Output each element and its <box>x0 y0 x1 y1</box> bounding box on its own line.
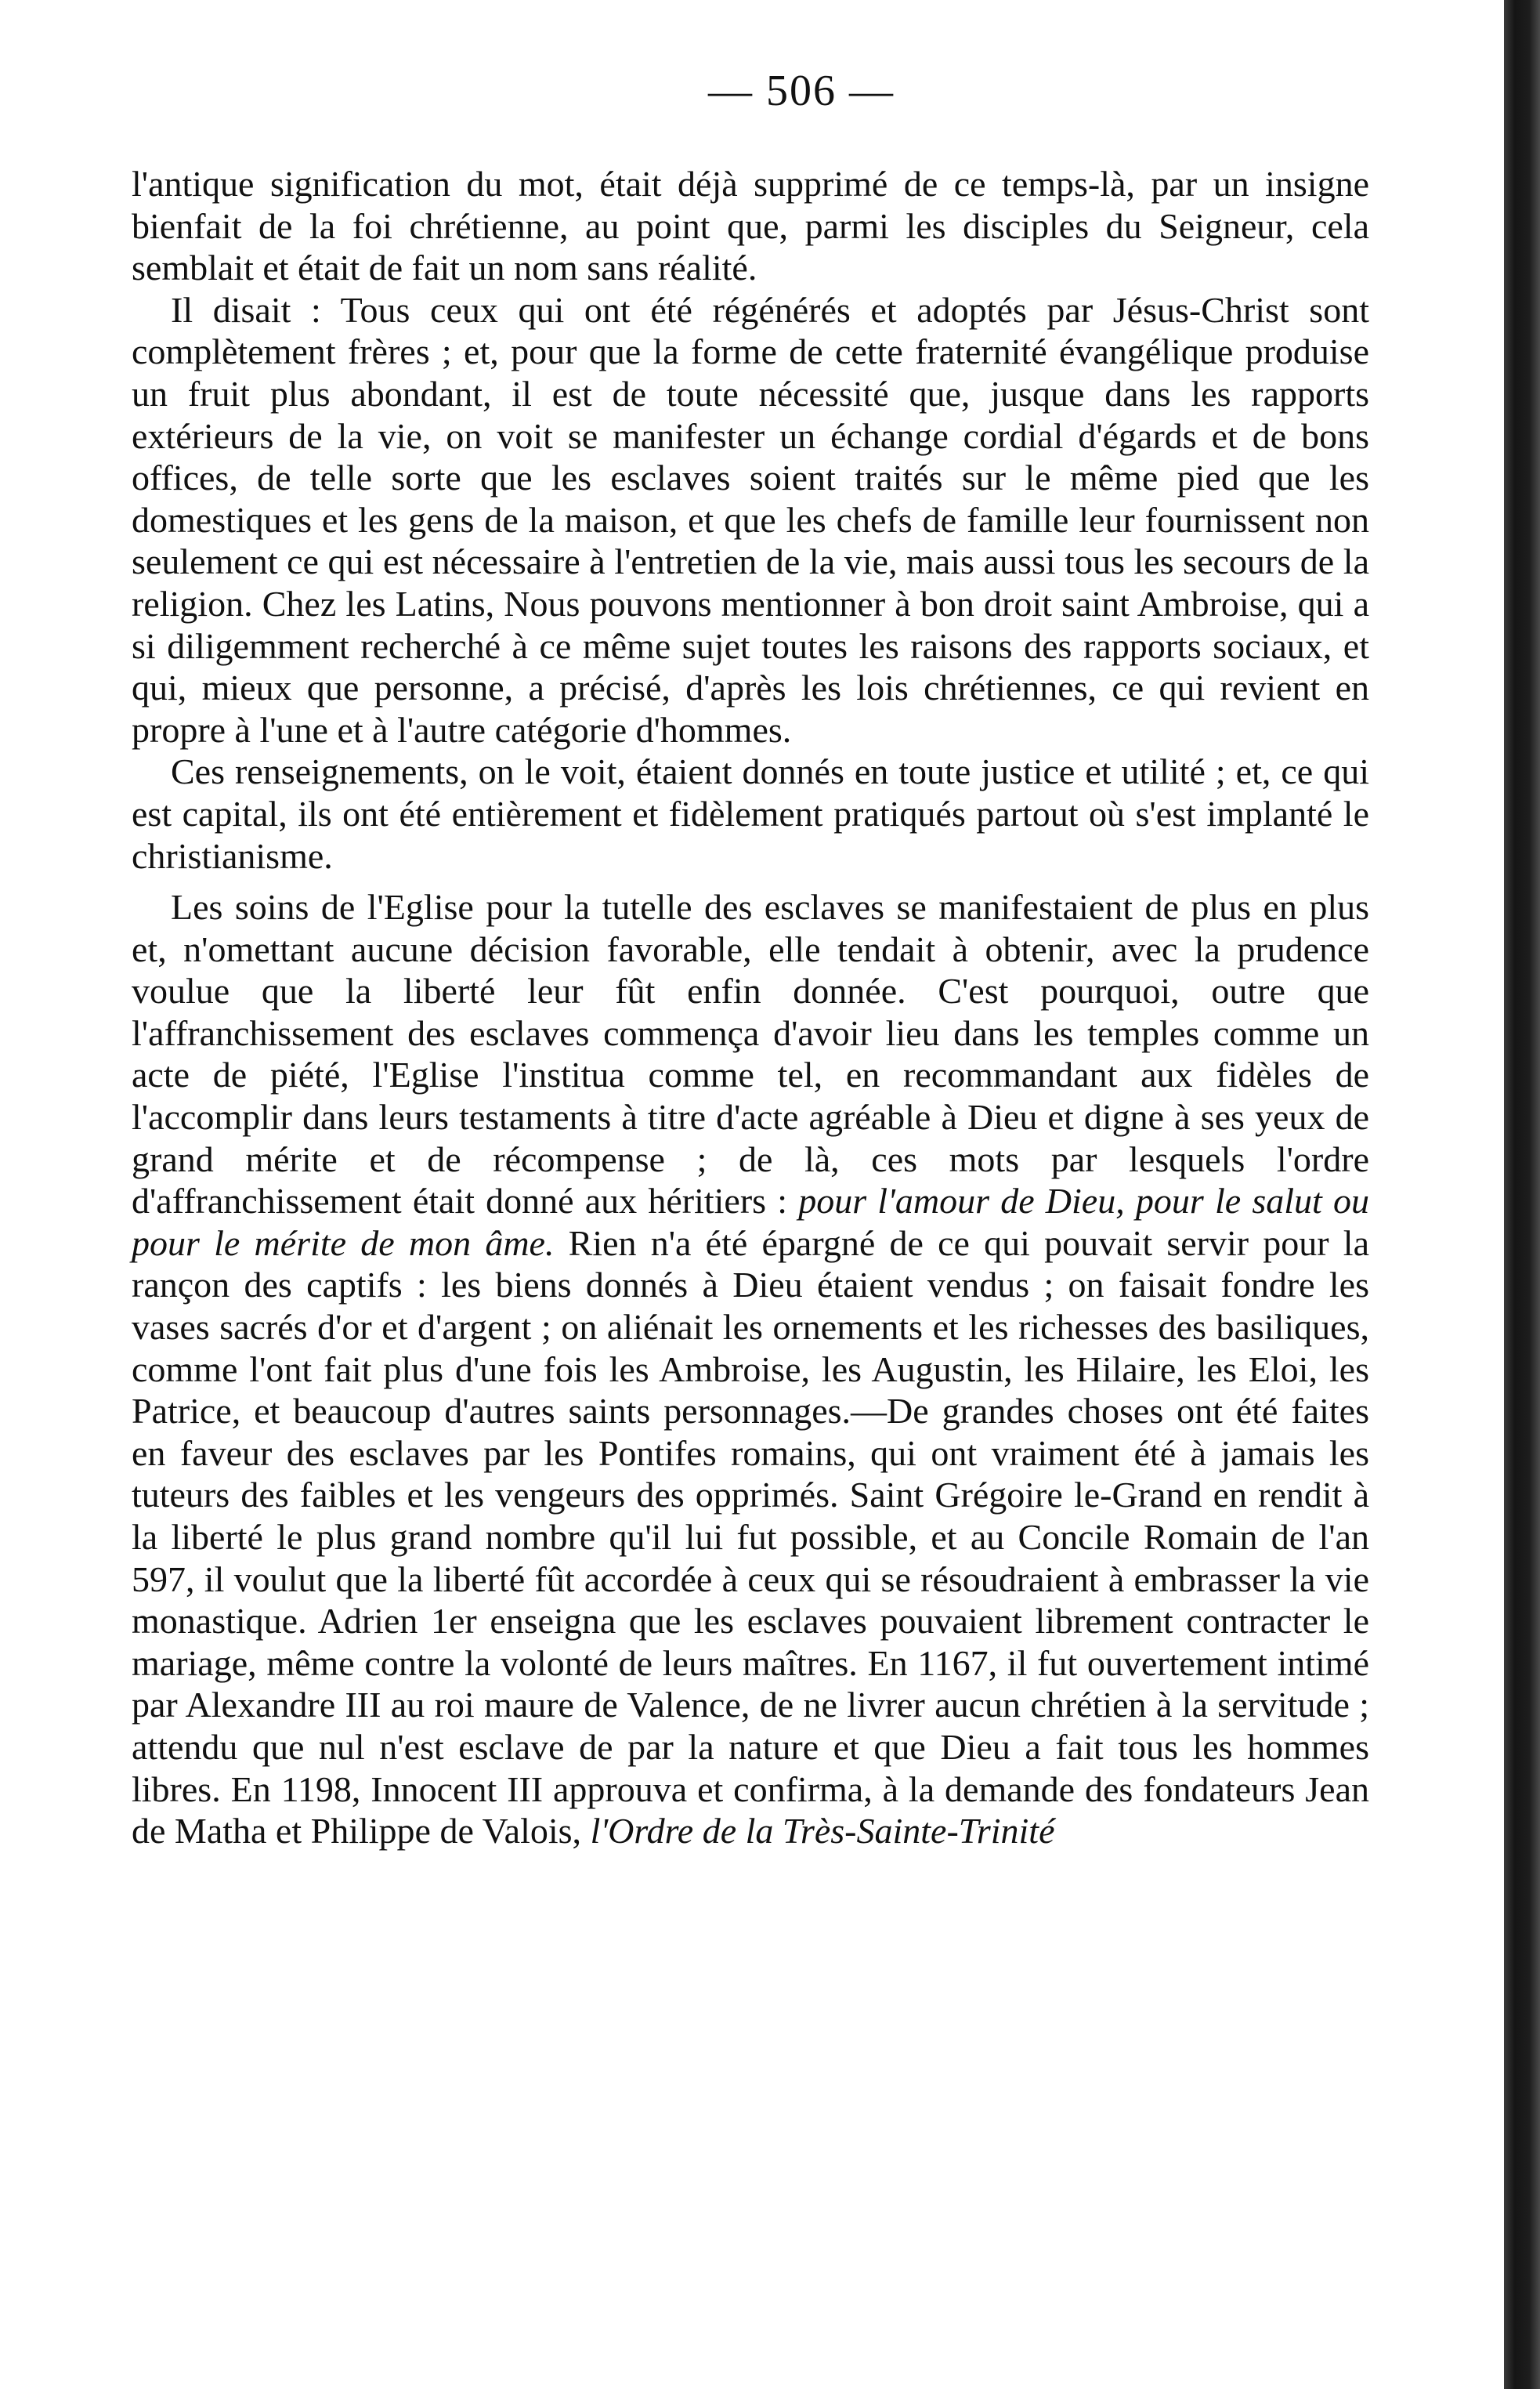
paragraph-text-start: Les soins de l'Eglise pour la tutelle des esclaves se manifestaient de plus en plus et, n'omettant aucune décision favorable, elle tendait à obtenir, avec la prudence voulue que la liberté leur fût enfin donnée. C'est pourquoi, outre que l'affranchissement des esclaves commença d'avoir lieu dans les temples comme un acte de piété, l'Eglise l'institua comme tel, en recommandant aux fidèles de l'accomplir dans leurs testaments à titre d'acte agréable à Dieu et digne à ses yeux de grand mérite et de récompense ; de là, ces mots par lesquels l'ordre d'affranchissement était donné aux héritiers : <box>132 887 1369 1222</box>
paragraph-continuation: l'antique signification du mot, était déjà supprimé de ce temps-là, par un insigne bienfait de la foi chrétienne, au point que, parmi les disciples du Seigneur, cela semblait et était de fait un nom sans réalité. <box>132 164 1369 288</box>
paragraph-renseignements: Ces renseignements, on le voit, étaient donnés en toute justice et utilité ; et, ce qui est capital, ils ont été entièrement et fidèlement pratiqués partout où s'est implanté le christianisme. <box>132 751 1369 876</box>
book-binding-edge <box>1504 0 1540 2389</box>
paragraph-text-middle: Rien n'a été épargné de ce qui pouvait servir pour la rançon des captifs : les biens donnés à Dieu étaient vendus ; on faisait fondre les vases sacrés d'or et d'argent ; on aliénait les ornements et les richesses des basiliques, comme l'ont fait plus d'une fois les Ambroise, les Augustin, les Hilaire, les Eloi, les Patrice, et beaucoup d'autres saints personnages.—De grandes choses ont été faites en faveur des esclaves par les Pontifes romains, qui ont vraiment été à jamais les tuteurs des faibles et les vengeurs des opprimés. Saint Grégoire le-Grand en rendit à la liberté le plus grand nombre qu'il lui fut possible, et au Concile Romain de l'an 597, il voulut que la liberté fût accordée à ceux qui se résoudraient à embrasser la vie monastique. Adrien 1er enseigna que les esclaves pouvaient librement contracter le mariage, même contre la volonté de leurs maîtres. En 1167, il fut ouvertement intimé par Alexandre III au roi maure de Valence, de ne livrer aucun chrétien à la servitude ; attendu que nul n'est esclave de par la nature et que Dieu a fait tous les hommes libres. En 1198, Innocent III approuva et confirma, à la demande des fondateurs Jean de Matha et Philippe de Valois, <box>132 1222 1369 1851</box>
italic-ordre-trinite: l'Ordre de la Très-Sainte-Trinité <box>590 1811 1055 1851</box>
paragraph-fraternity: Il disait : Tous ceux qui ont été régénérés et adoptés par Jésus-Christ sont complètement frères ; et, pour que la forme de cette fraternité évangélique produise un fruit plus abondant, il est de toute nécessité que, jusque dans les rapports extérieurs de la vie, on voit se manifester un échange cordial d'égards et de bons offices, de telle sorte que les esclaves soient traités sur le même pied que les domestiques et les gens de la maison, et que les chefs de famille leur fournissent non seulement ce qui est nécessaire à l'entretien de la vie, mais aussi tous les secours de la religion. Chez les Latins, Nous pouvons mentionner à bon droit saint Ambroise, qui a si diligemment recherché à ce même sujet toutes les raisons des rapports sociaux, et qui, mieux que personne, a précisé, d'après les lois chrétiennes, ce qui revient en propre à l'une et à l'autre catégorie d'hommes. <box>132 289 1369 750</box>
body-text <box>132 163 1369 1852</box>
paragraph-eglise-esclaves <box>132 886 1369 1852</box>
italic-quote: pour l'amour de Dieu, pour le salut ou pour le mérite de mon âme. <box>132 1181 1369 1263</box>
page-number: — 506 — <box>708 67 895 115</box>
